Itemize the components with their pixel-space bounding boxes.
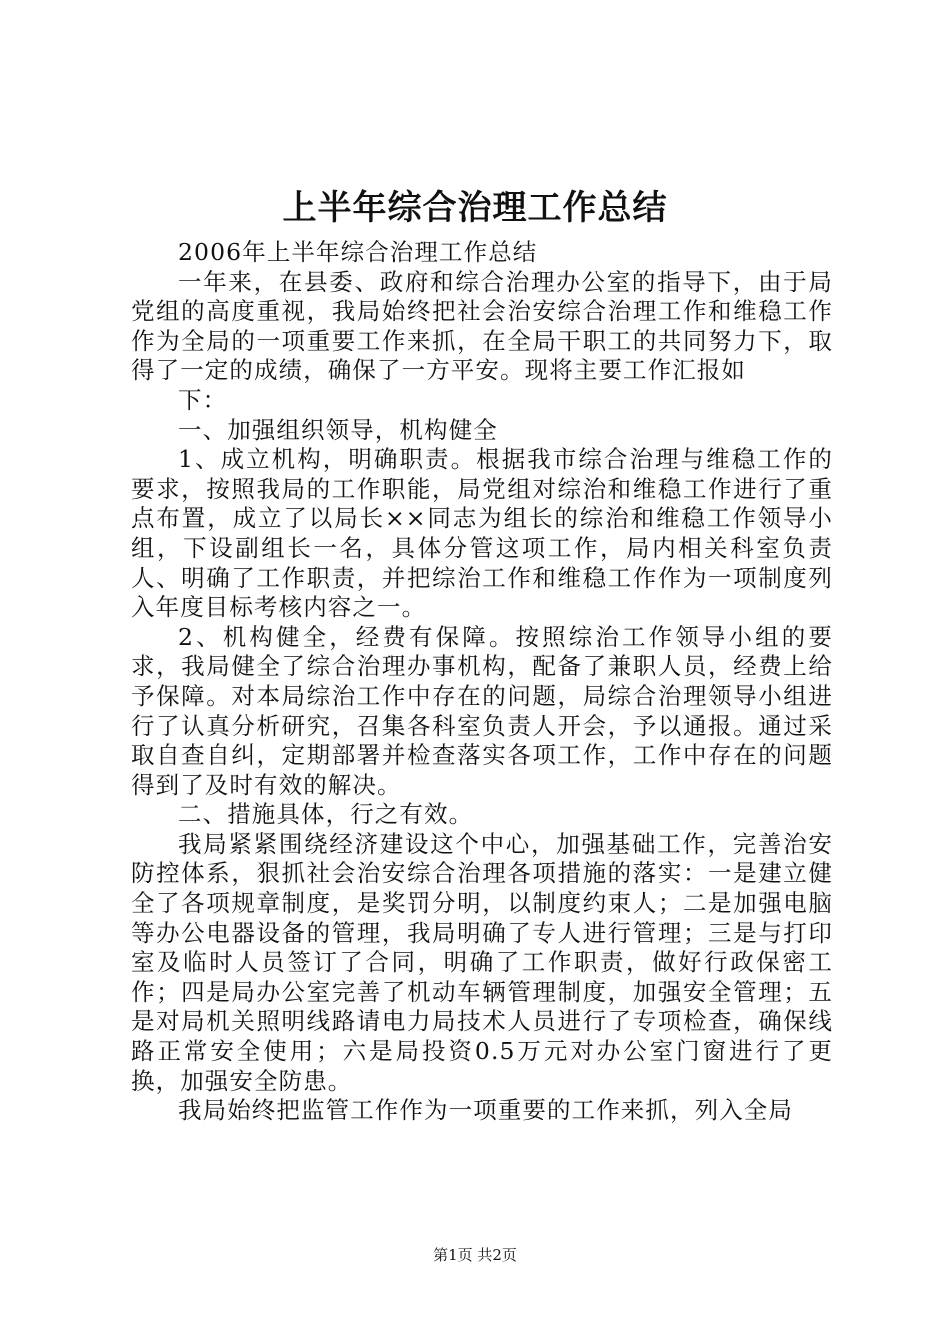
paragraph-subtitle: 2006年上半年综合治理工作总结 (178, 238, 538, 266)
paragraph-intro: 一年来，在县委、政府和综合治理办公室的指导下，由于局党组的高度重视，我局始终把社会治安综合治理工作和维稳工作作为全局的一项重要工作来抓，在全局干职工的共同努力下，取得了一定的成绩，确保了一方平安。现将主要工作汇报如 (131, 267, 833, 385)
paragraph-intro-continued: 下： (178, 385, 228, 414)
section-heading-2: 二、措施具体，行之有效。 (178, 800, 474, 829)
document-title: 上半年综合治理工作总结 (282, 188, 668, 228)
document-body (131, 238, 833, 1126)
section-heading-1: 一、加强组织领导，机构健全 (178, 415, 498, 444)
page-number-footer: 第1页 共2页 (433, 1246, 517, 1264)
paragraph-supervision: 我局始终把监管工作作为一项重要的工作来抓，列入全局 (178, 1096, 793, 1125)
paragraph-item-2: 2、机构健全，经费有保障。按照综治工作领导小组的要求，我局健全了综合治理办事机构，配备了兼职人员，经费上给予保障。对本局综治工作中存在的问题，局综合治理领导小组进行了认真分析研究，召集各科室负责人开会，予以通报。通过采取自查自纠，定期部署并检查落实各项工作，工作中存在的问题得到了及时有效的解决。 (131, 622, 833, 799)
paragraph-item-1: 1、成立机构，明确职责。根据我市综合治理与维稳工作的要求，按照我局的工作职能，局党组对综治和维稳工作进行了重点布置，成立了以局长××同志为组长的综治和维稳工作领导小组，下设副组长一名，具体分管这项工作，局内相关科室负责人、明确了工作职责，并把综治工作和维稳工作作为一项制度列入年度目标考核内容之一。 (131, 445, 833, 622)
paragraph-measures: 我局紧紧围绕经济建设这个中心，加强基础工作，完善治安防控体系，狠抓社会治安综合治理各项措施的落实：一是建立健全了各项规章制度，是奖罚分明，以制度约束人；二是加强电脑等办公电器设备的管理，我局明确了专人进行管理；三是与打印室及临时人员签订了合同，明确了工作职责，做好行政保密工作；四是局办公室完善了机动车辆管理制度，加强安全管理；五是对局机关照明线路请电力局技术人员进行了专项检查，确保线路正常安全使用；六是局投资0.5万元对办公室门窗进行了更换，加强安全防患。 (131, 829, 833, 1095)
